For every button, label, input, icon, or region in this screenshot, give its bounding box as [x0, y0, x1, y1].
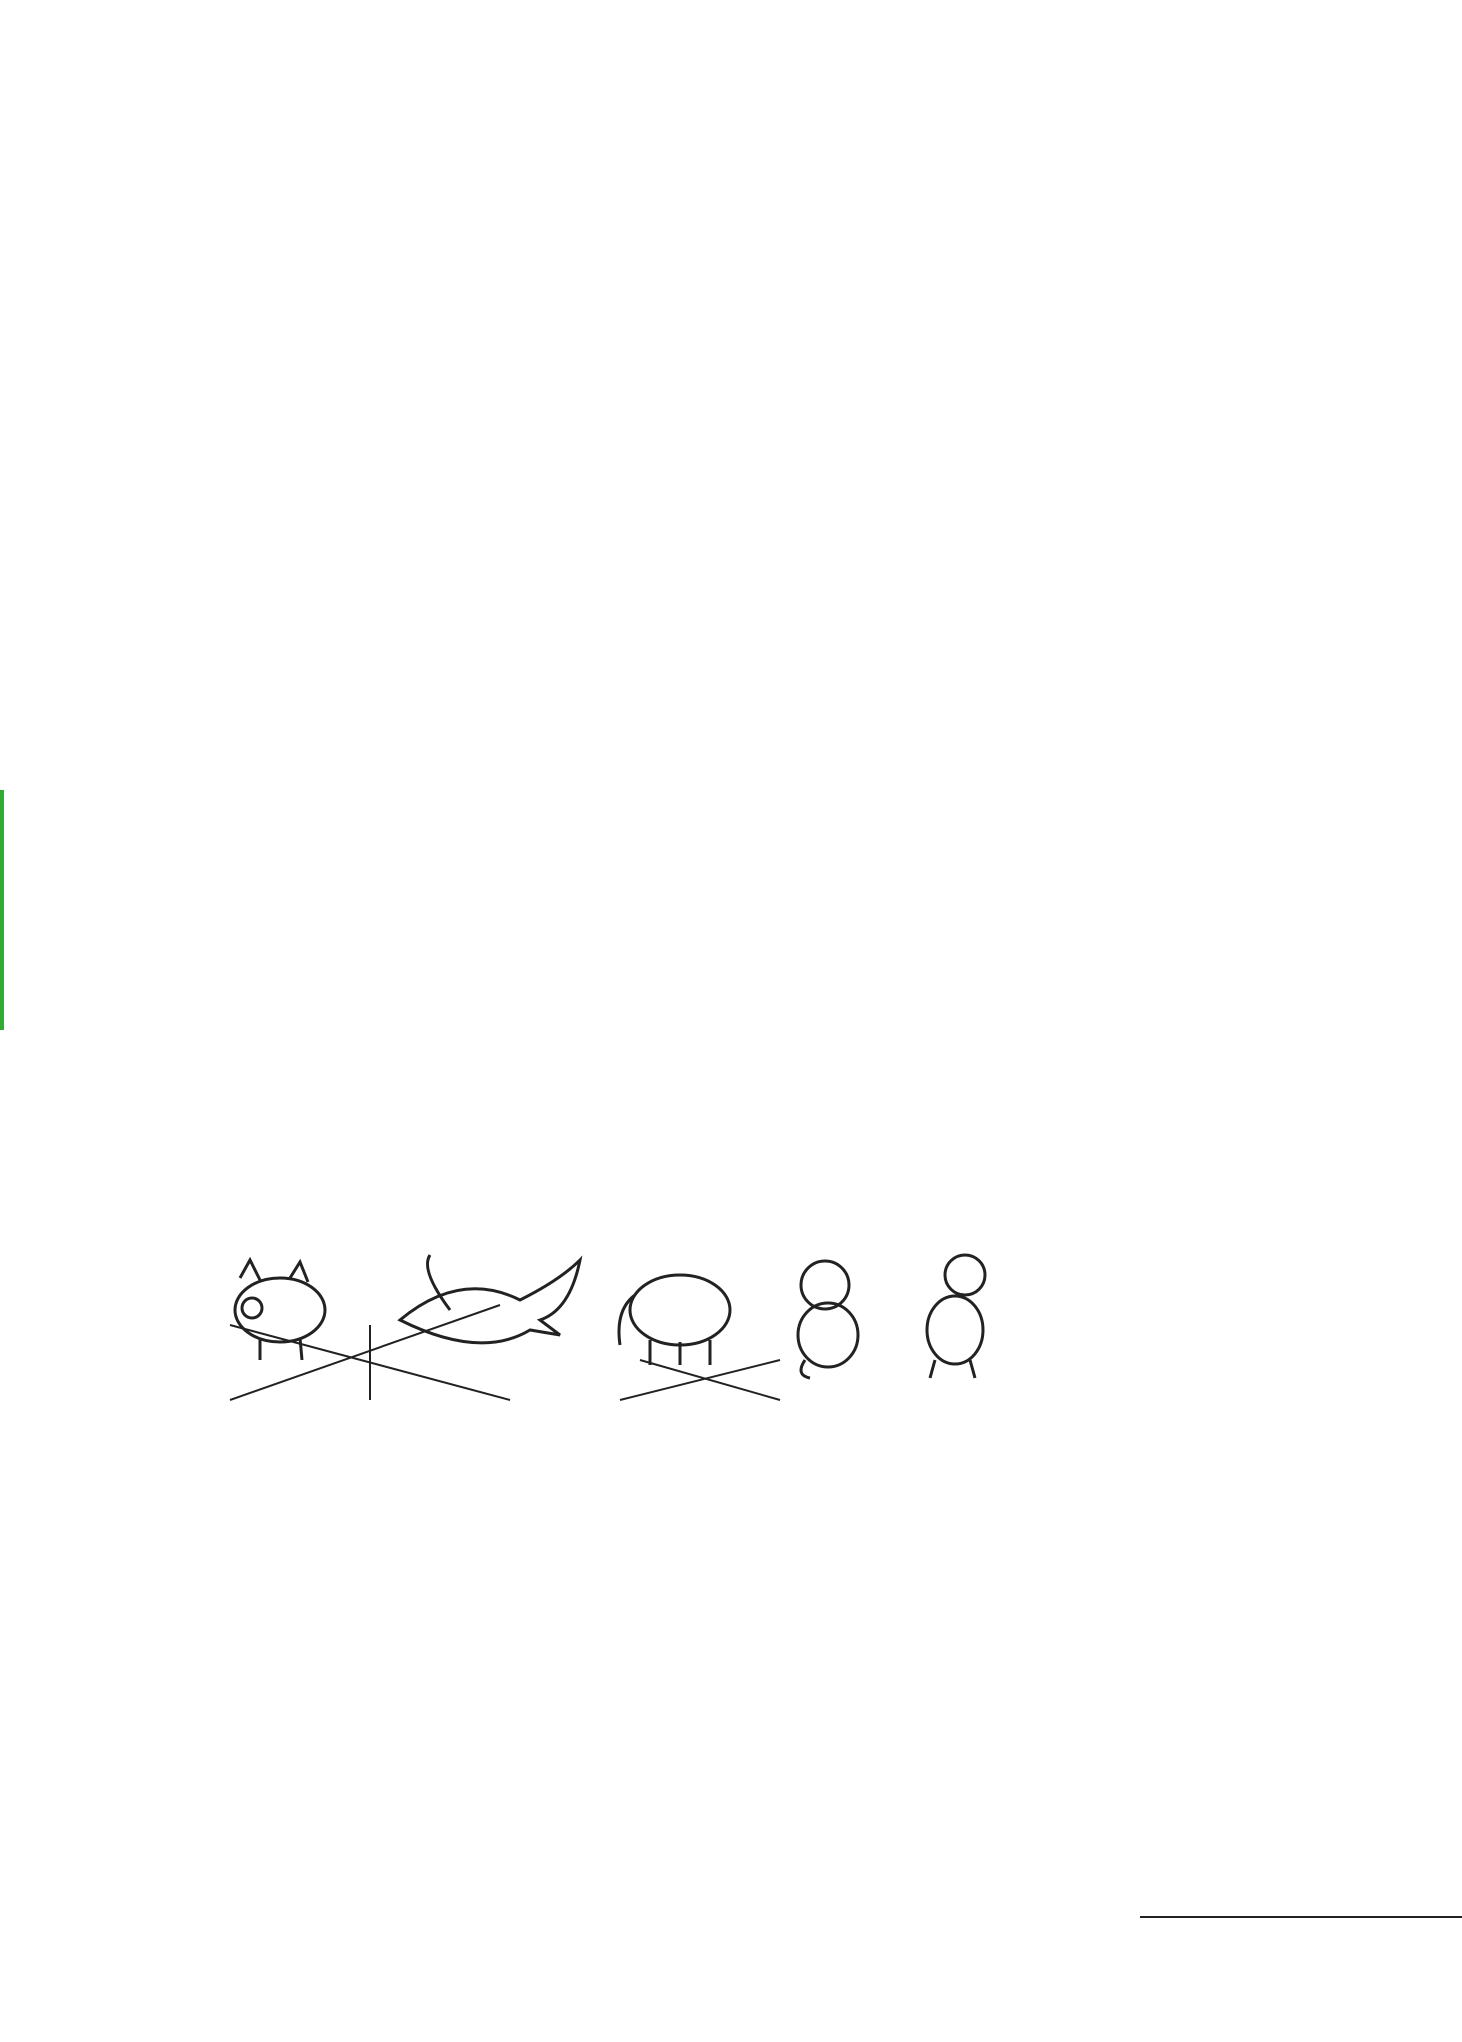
dog-icon — [927, 1255, 985, 1378]
matching-illustration — [220, 1250, 1040, 1550]
footer-label — [1140, 1910, 1462, 1918]
pig-icon — [235, 1260, 325, 1360]
match-lines — [230, 1305, 780, 1400]
elephant-icon — [619, 1275, 730, 1365]
binding-edge — [0, 790, 4, 1030]
monkey-icon — [798, 1261, 858, 1378]
